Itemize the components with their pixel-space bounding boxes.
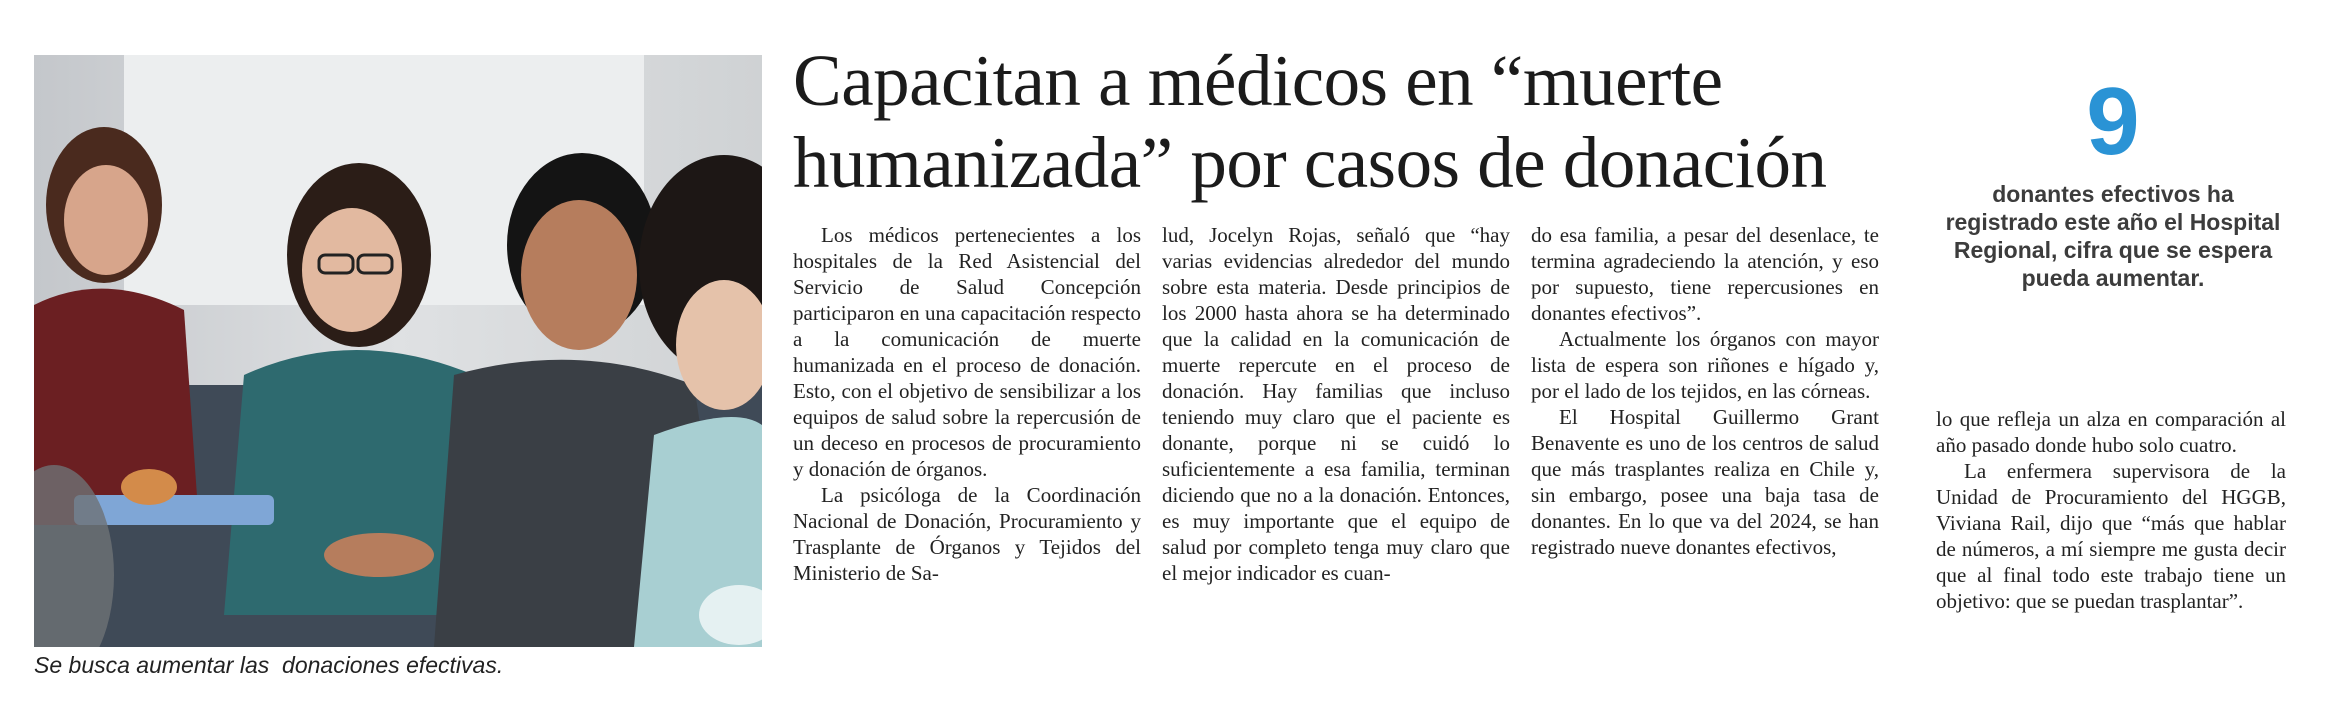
photo-illustration xyxy=(34,55,762,647)
paragraph: lud, Jocelyn Rojas, señaló que “hay varias evidencias alrededor del mundo sobre esta materia. Desde principios de los 2000 hasta ahora se ha determinado que la calidad en la comunicación de muerte repercute en el proceso de donación. Hay familias que incluso teniendo muy claro que el paciente es donante, porque ni se cuidó lo suficientemente a esa familia, terminan diciendo que no a la donación. Entonces, es muy importante que el equipo de salud por completo tenga muy claro que el mejor indicador es cuan- xyxy=(1162,223,1510,585)
stat-box xyxy=(1938,68,2288,292)
stat-number: 9 xyxy=(2086,68,2140,175)
headline: Capacitan a médicos en “muerte humanizada” por casos de donación xyxy=(793,40,1827,203)
article-column-3 xyxy=(1531,222,1879,560)
paragraph: Los médicos pertenecientes a los hospitales de la Red Asistencial del Servicio de Salud Concepción participaron en una capacitación respecto a la comunicación de muerte humanizada en el proceso de donación. Esto, con el objetivo de sensibilizar a los equipos de salud sobre la repercusión de un deceso en procesos de procuramiento y donación de órganos. xyxy=(793,223,1141,481)
article-column-2 xyxy=(1162,222,1510,586)
stat-description: donantes efectivos ha registrado este año el Hospital Regional, cifra que se espera pueda aumentar. xyxy=(1945,181,2281,291)
paragraph: La enfermera supervisora de la Unidad de Procuramiento del HGGB, Viviana Rail, dijo que “más que hablar de números, a mí siempre me gusta decir que al final todo este trabajo tiene un objetivo: que se puedan trasplantar”. xyxy=(1936,459,2286,613)
article-column-1 xyxy=(793,222,1141,586)
paragraph: El Hospital Guillermo Grant Benavente es uno de los centros de salud que más trasplantes realiza en Chile y, sin embargo, posee una baja tasa de donantes. En lo que va del 2024, se han registrado nueve donantes efectivos, xyxy=(1531,405,1879,559)
article-column-4 xyxy=(1936,406,2286,614)
paragraph: Actualmente los órganos con mayor lista de espera son riñones e hígado y, por el lado de los tejidos, en las córneas. xyxy=(1531,327,1879,403)
article-photo xyxy=(34,55,762,647)
paragraph: lo que refleja un alza en comparación al año pasado donde hubo solo cuatro. xyxy=(1936,407,2286,457)
photo-caption: Se busca aumentar las donaciones efectivas. xyxy=(34,652,504,678)
paragraph: do esa familia, a pesar del desenlace, te termina agradeciendo la atención, y eso por supuesto, tiene repercusiones en donantes efectivos”. xyxy=(1531,223,1879,325)
paragraph: La psicóloga de la Coordinación Nacional de Donación, Procuramiento y Trasplante de Órganos y Tejidos del Ministerio de Sa- xyxy=(793,483,1141,585)
